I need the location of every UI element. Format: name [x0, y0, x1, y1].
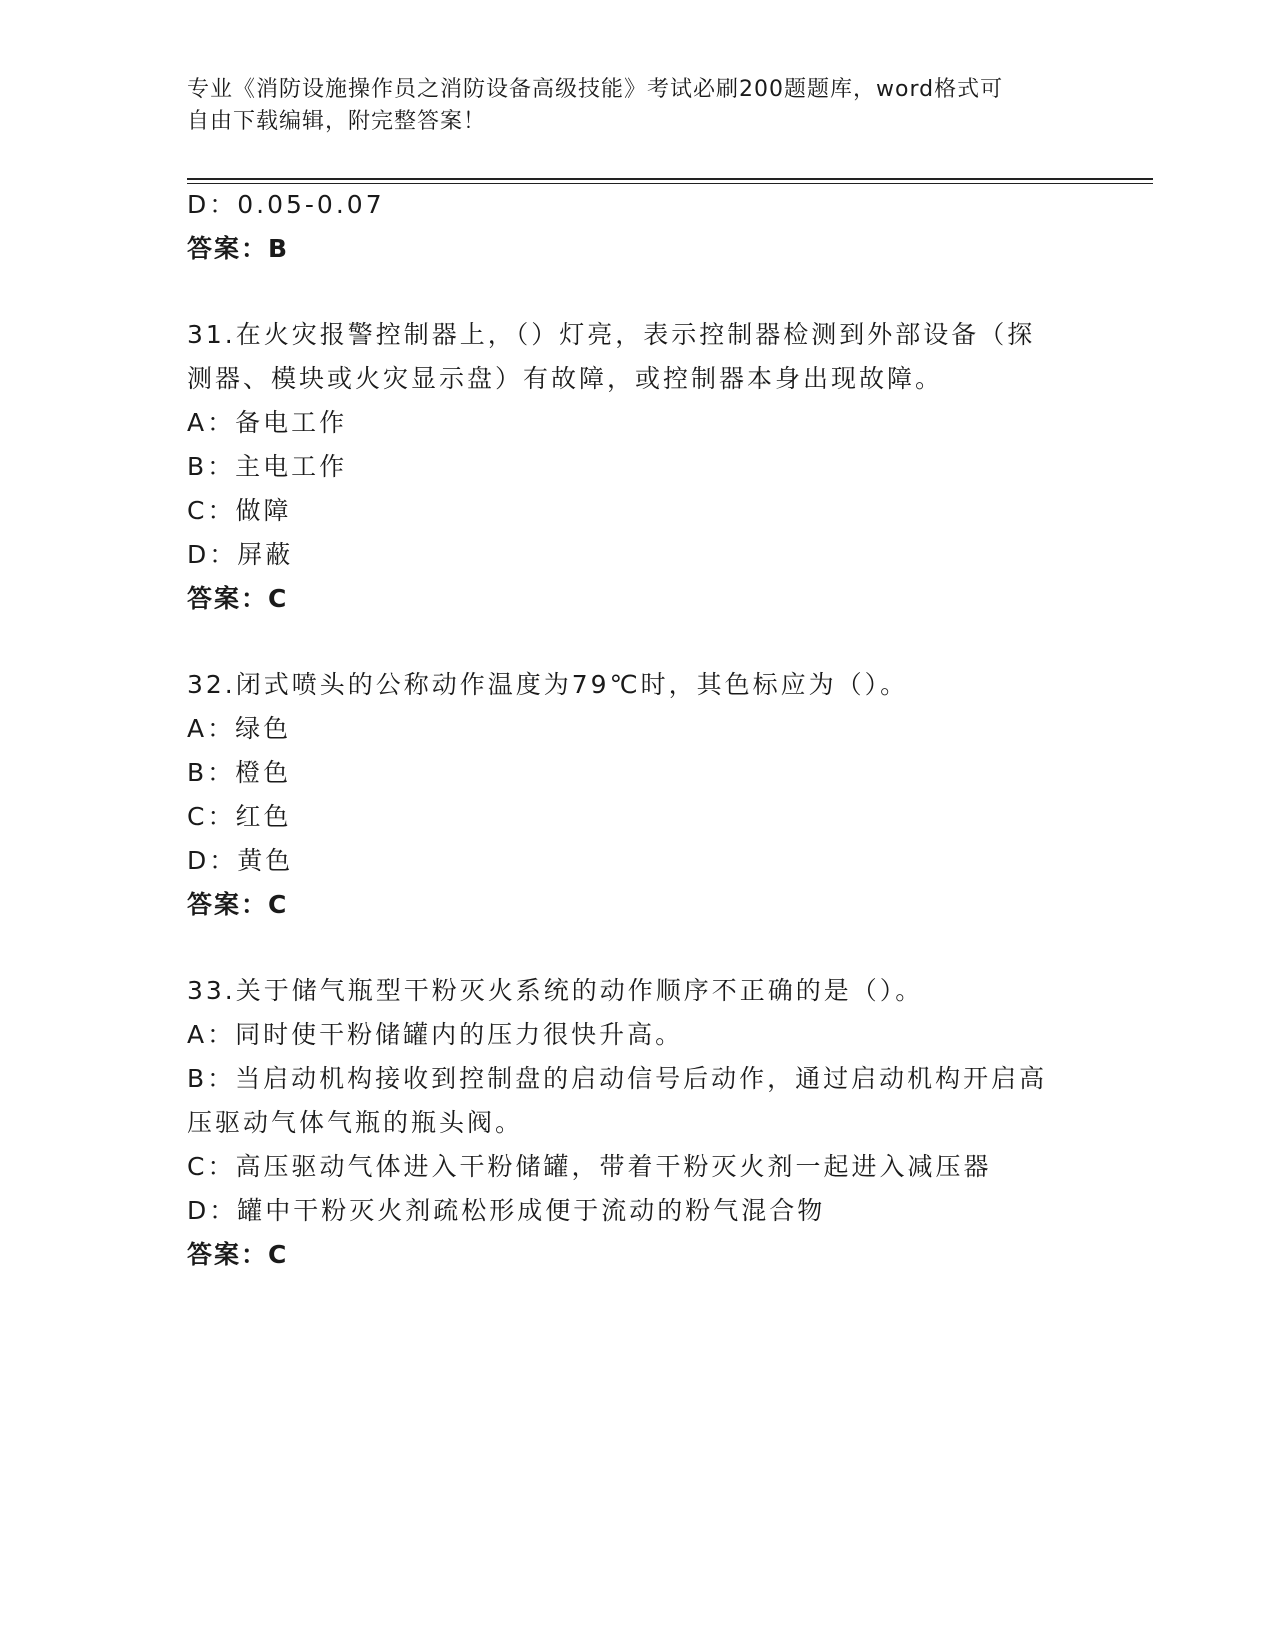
q33-option-a: A：同时使干粉储罐内的压力很快升高。 [187, 1020, 684, 1049]
q33-option-b-line1: B：当启动机构接收到控制盘的启动信号后动作，通过启动机构开启高 [187, 1064, 1048, 1093]
document-header [187, 74, 1067, 138]
q31-option-a: A：备电工作 [187, 408, 348, 437]
q31-stem-line2: 测器、模块或火灾显示盘）有故障，或控制器本身出现故障。 [187, 364, 944, 393]
q33-stem-line1: 33.关于储气瓶型干粉灭火系统的动作顺序不正确的是（）。 [187, 976, 924, 1005]
header-title-line2: 自由下载编辑，附完整答案！ [187, 109, 487, 134]
q31-answer: 答案：C [187, 584, 289, 613]
q32-stem-line1: 32.闭式喷头的公称动作温度为79℃时，其色标应为（）。 [187, 670, 909, 699]
q31-option-c: C：做障 [187, 496, 292, 525]
prev-option-d: D：0.05-0.07 [187, 190, 385, 219]
q32-answer: 答案：C [187, 890, 289, 919]
header-divider-thin [187, 183, 1153, 184]
q33-option-b-line2: 压驱动气体气瓶的瓶头阀。 [187, 1108, 524, 1137]
q33-option-c: C：高压驱动气体进入干粉储罐，带着干粉灭火剂一起进入减压器 [187, 1152, 992, 1181]
q31-option-d: D：屏蔽 [187, 540, 294, 569]
header-divider-thick [187, 178, 1153, 180]
q32-option-b: B：橙色 [187, 758, 292, 787]
q33-answer: 答案：C [187, 1240, 289, 1269]
q32-option-d: D：黄色 [187, 846, 294, 875]
header-title-line1: 专业《消防设施操作员之消防设备高级技能》考试必刷200题题库，word格式可 [187, 77, 1004, 102]
q31-stem-line1: 31.在火灾报警控制器上，（）灯亮，表示控制器检测到外部设备（探 [187, 320, 1036, 349]
q32-option-c: C：红色 [187, 802, 292, 831]
q31-option-b: B：主电工作 [187, 452, 348, 481]
q33-option-d: D：罐中干粉灭火剂疏松形成便于流动的粉气混合物 [187, 1196, 826, 1225]
q32-option-a: A：绿色 [187, 714, 292, 743]
prev-answer: 答案：B [187, 234, 290, 263]
